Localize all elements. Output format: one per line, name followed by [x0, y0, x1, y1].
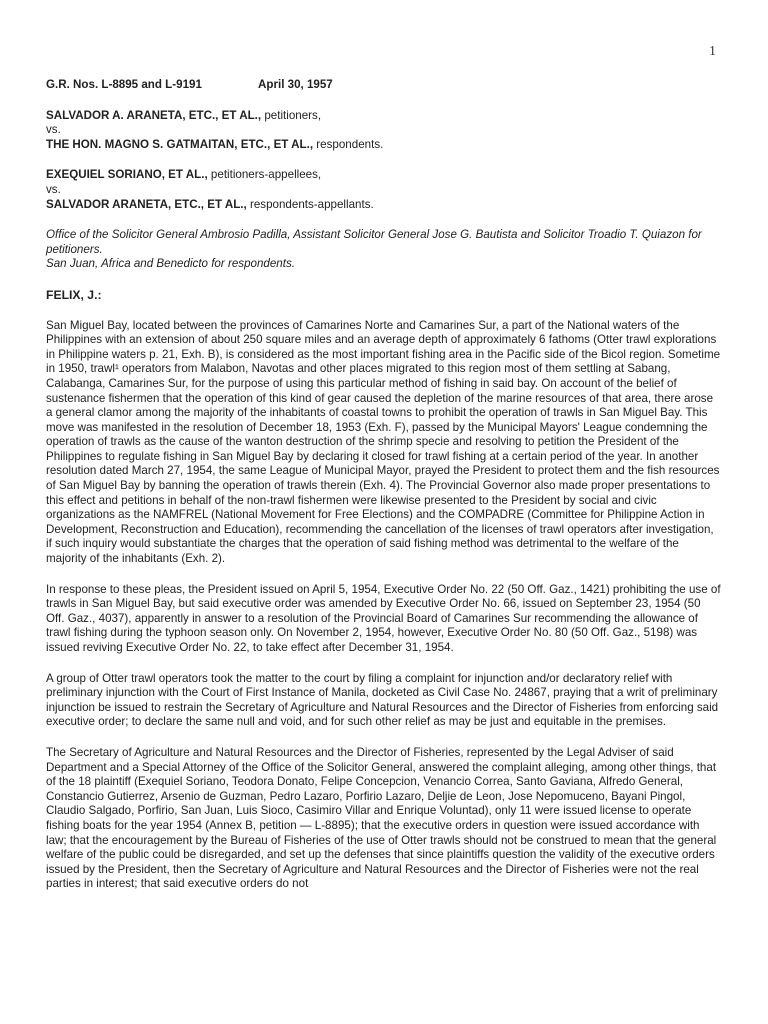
- respondents-name: SALVADOR ARANETA, ETC., ET AL.,: [46, 197, 247, 211]
- respondents-line: [46, 138, 722, 153]
- parties-block-1: [46, 109, 722, 153]
- document-body: [46, 78, 722, 908]
- petitioners-name: EXEQUIEL SORIANO, ET AL.,: [46, 168, 208, 182]
- paragraph: San Miguel Bay, located between the provinces of Camarines Norte and Camarines Sur, a part of the National waters of the Philippines with an extension of about 250 square miles and an average depth of approximately 6 fathoms (Otter trawl explorations in Philippine waters p. 21, Exh. B), is considered as the most important fishing area in the Pacific side of the Bicol region. Sometime in 1950, trawl¹ operators from Malabon, Navotas and other places migrated to this region most of them settling at Sabang, Calabanga, Camarines Sur, for the purpose of using this particular method of fishing in said bay. On account of the belief of sustenance fishermen that the operation of this kind of gear caused the depletion of the marine resources of that area, there arose a general clamor among the majority of the inhabitants of coastal towns to prohibit the operation of trawls in San Miguel Bay. This move was manifested in the resolution of December 18, 1953 (Exh. F), passed by the Municipal Mayors' League condemning the operation of trawls as the cause of the wanton destruction of the shrimp specie and resolving to petition the President of the Philippines to regulate fishing in San Miguel Bay by declaring it closed for trawl fishing at a certain period of the year. In another resolution dated March 27, 1954, the same League of Municipal Mayor, prayed the President to protect them and the fish resources of San Miguel Bay by banning the operation of trawls therein (Exh. 4). The Provincial Governor also made proper presentations to this effect and petitions in behalf of the non-trawl fishermen were likewise presented to the President by social and civic organizations as the NAMFREL (National Movement for Free Elections) and the COMPADRE (Committee for Philippine Action in Development, Reconstruction and Education), recommending the cancellation of the licenses of trawl operators after investigation, if such inquiry would substantiate the charges that the operation of said fishing method was detrimental to the welfare of the majority of the inhabitants (Exh. 2).: [46, 318, 721, 566]
- respondents-name: THE HON. MAGNO S. GATMAITAN, ETC., ET AL.,: [46, 137, 314, 151]
- case-header: [46, 78, 722, 93]
- case-numbers: G.R. Nos. L-8895 and L-9191: [46, 78, 202, 91]
- parties-block-2: [46, 168, 722, 212]
- versus-label: vs.: [46, 123, 61, 137]
- page-number: 1: [709, 44, 716, 59]
- petitioners-line: [46, 109, 722, 124]
- petitioners-line: [46, 168, 722, 183]
- counsel-block: [46, 228, 722, 272]
- counsel-petitioners: Office of the Solicitor General Ambrosio Padilla, Assistant Solicitor General Jose G. Bautista and Solicitor Troadio T. Quiazon for petitioners.: [46, 228, 702, 256]
- petitioners-name: SALVADOR A. ARANETA, ETC., ET AL.,: [46, 108, 262, 122]
- respondents-role: respondents-appellants.: [246, 197, 374, 211]
- paragraph: The Secretary of Agriculture and Natural Resources and the Director of Fisheries, represented by the Legal Adviser of said Department and a Special Attorney of the Office of the Solicitor General, answered the complaint alleging, among other things, that of the 18 plaintiff (Exequiel Soriano, Teodora Donato, Felipe Concepcion, Venancio Correa, Santo Gaviana, Alfredo General, Constancio Gutierrez, Arsenio de Guzman, Pedro Lazaro, Porfirio Lazaro, Deljie de Leon, Jose Nepomuceno, Bayani Pingol, Claudio Salgado, Porfirio, San Juan, Luis Sioco, Casimiro Villar and Enrique Voluntad), only 11 were issued license to operate fishing boats for the year 1954 (Annex B, petition — L-8895); that the executive orders in question were issued accordance with law; that the encouragement by the Bureau of Fisheries of the use of Otter trawls should not be construed to mean that the general welfare of the public could be disregarded, and set up the defenses that since plaintiffs question the validity of the executive orders issued by the President, then the Secretary of Agriculture and Natural Resources and the Director of Fisheries were not the real parties in interest; that said executive orders do not: [46, 745, 717, 891]
- petitioners-role: petitioners-appellees,: [207, 168, 322, 182]
- respondents-role: respondents.: [313, 137, 384, 151]
- paragraph: A group of Otter trawl operators took the matter to the court by filing a complaint for injunction and/or declaratory relief with preliminary injunction with the Court of First Instance of Manila, docketed as Civil Case No. 24867, praying that a writ of preliminary injunction be issued to restrain the Secretary of Agriculture and Natural Resources and the Director of Fisheries from enforcing said executive order; to declare the same null and void, and for such other relief as may be just and equitable in the premises.: [46, 671, 719, 729]
- counsel-respondents: San Juan, Africa and Benedicto for respondents.: [46, 257, 295, 271]
- case-date: April 30, 1957: [258, 78, 333, 91]
- versus-label: vs.: [46, 182, 61, 196]
- respondents-line: [46, 198, 722, 213]
- ponente: FELIX, J.:: [46, 287, 102, 302]
- petitioners-role: petitioners,: [261, 108, 322, 122]
- paragraph: In response to these pleas, the President issued on April 5, 1954, Executive Order No. 22 (50 Off. Gaz., 1421) prohibiting the use of trawls in San Miguel Bay, but said executive order was amended by Executive Order No. 66, issued on September 23, 1954 (50 Off. Gaz., 4037), apparently in answer to a resolution of the Provincial Board of Camarines Sur recommending the allowance of trawl fishing during the typhoon season only. On November 2, 1954, however, Executive Order No. 80 (50 Off. Gaz., 5198) was issued reviving Executive Order No. 22, to take effect after December 31, 1954.: [46, 582, 721, 654]
